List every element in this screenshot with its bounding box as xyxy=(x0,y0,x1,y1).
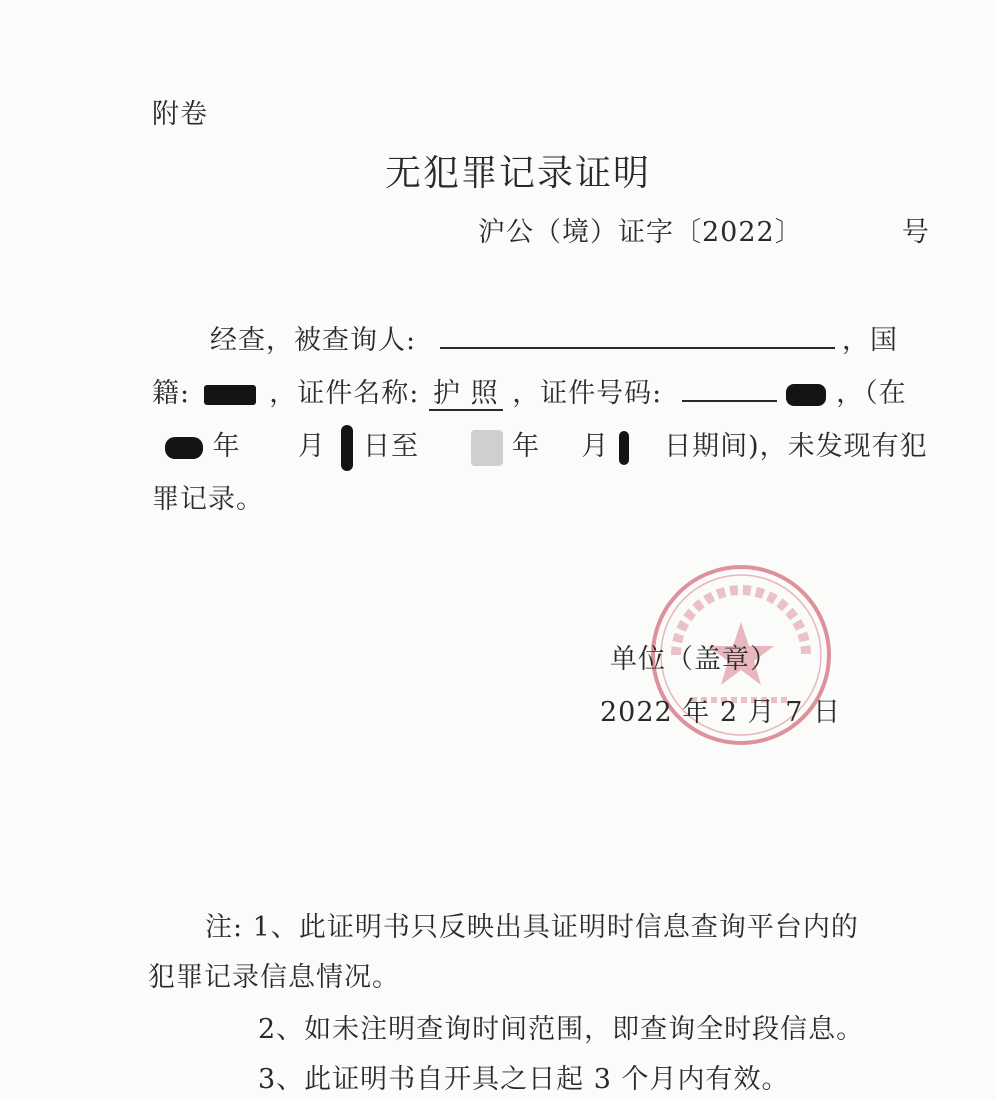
subject-name-redacted xyxy=(440,346,835,349)
end-month-label: 月 xyxy=(581,431,610,462)
period-line xyxy=(165,424,928,471)
document-number-suffix: 号 xyxy=(901,217,930,248)
cert-number-redacted-block xyxy=(786,384,826,406)
start-year-label: 年 xyxy=(212,431,241,462)
day-to-label: 日至 xyxy=(362,431,419,462)
nationality-redacted xyxy=(204,385,256,405)
end-day-redacted xyxy=(619,431,629,465)
cert-number-redacted xyxy=(682,399,777,402)
annex-label: 附卷 xyxy=(152,99,208,130)
document-number xyxy=(478,210,930,249)
subject-line xyxy=(210,318,835,357)
nationality-line xyxy=(152,371,907,410)
document-title: 无犯罪记录证明 xyxy=(385,153,652,194)
country-lead: ，国 xyxy=(842,325,898,356)
period-result: 日期间)，未发现有犯 xyxy=(664,431,928,462)
end-year-redacted xyxy=(471,430,503,466)
cert-type-value: 护 照 xyxy=(429,378,503,411)
document-number-prefix: 沪公（境）证字〔2022〕 xyxy=(478,217,803,248)
start-year-redacted xyxy=(165,437,203,459)
period-open: ，（在 xyxy=(836,378,907,409)
record-end: 罪记录。 xyxy=(152,484,264,515)
issuing-unit-label: 单位（盖章） xyxy=(610,644,778,675)
note-1-line-2: 犯罪记录信息情况。 xyxy=(148,962,400,993)
note-3: 3、此证明书自开具之日起 3 个月内有效。 xyxy=(258,1064,790,1095)
note-2: 2、如未注明查询时间范围，即查询全时段信息。 xyxy=(258,1014,865,1045)
nationality-label: 籍: xyxy=(152,378,191,409)
end-year-label: 年 xyxy=(512,431,541,462)
cert-number-label: ，证件号码: xyxy=(512,378,663,409)
note-1-line-1: 注: 1、此证明书只反映出具证明时信息查询平台内的 xyxy=(205,912,859,943)
issue-date: 2022 年 2 月 7 日 xyxy=(600,697,841,728)
start-day-redacted xyxy=(341,425,353,471)
start-month-label: 月 xyxy=(297,431,326,462)
cert-type-label: ，证件名称: xyxy=(269,378,420,409)
subject-lead: 经查，被查询人: xyxy=(210,325,417,356)
